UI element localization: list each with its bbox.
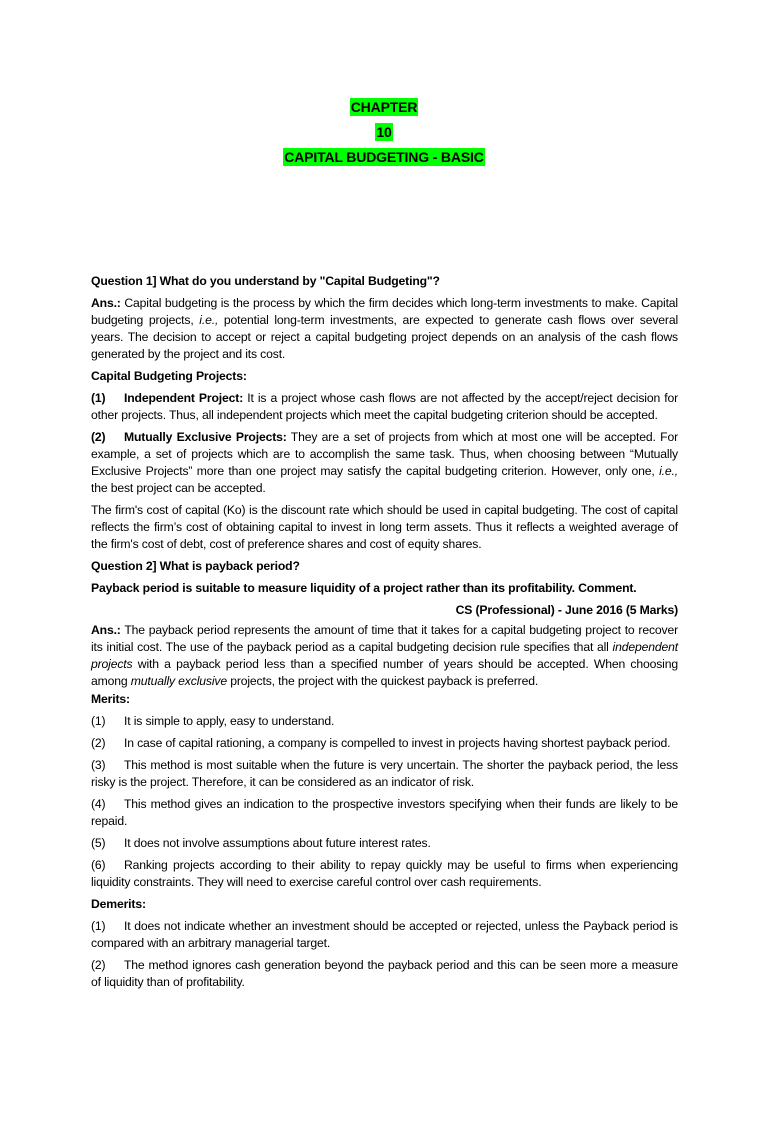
- chapter-label: CHAPTER: [350, 99, 418, 115]
- merit-item-text: This method is most suitable when the future is very uncertain. The shorter the payback period, the less risky is the project. Therefore, it can be considered as an indicator of risk.: [91, 758, 678, 789]
- merit-item-text: Ranking projects according to their ability to repay quickly may be useful to firms when experiencing liquidity constraints. They will need to exercise careful control over cash requirements.: [91, 858, 678, 889]
- question-2: Question 2] What is payback period?: [91, 559, 300, 573]
- merit-item-number: (4): [91, 797, 106, 811]
- merit-item: [91, 857, 678, 891]
- chapter-number: 10: [376, 124, 392, 140]
- merit-item-number: (6): [91, 858, 106, 872]
- merit-item: [91, 757, 678, 791]
- cost-of-capital-paragraph: The firm's cost of capital (Ko) is the discount rate which should be used in capital budgeting. The cost of capital reflects the firm’s cost of obtaining capital to invest in long term assets. Thus it reflects a weighted average of the firm's cost of debt, cost of preference shares and cost of equity shares.: [91, 503, 678, 551]
- demerit-item-text: The method ignores cash generation beyond the payback period and this can be seen more a measure of liquidity than of profitability.: [91, 958, 678, 989]
- merit-item-number: (5): [91, 836, 106, 850]
- demerits-heading: Demerits:: [91, 897, 146, 911]
- question-2-statement: Payback period is suitable to measure liquidity of a project rather than its profitability. Comment.: [91, 581, 637, 595]
- merit-item: [91, 835, 678, 852]
- exam-reference: CS (Professional) - June 2016 (5 Marks): [455, 603, 678, 617]
- demerit-item: [91, 918, 678, 952]
- answer-label: Ans.:: [91, 296, 121, 310]
- merit-item: [91, 796, 678, 830]
- merit-item: [91, 713, 678, 730]
- merit-item-text: It is simple to apply, easy to understand.: [124, 714, 335, 728]
- merits-heading: Merits:: [91, 692, 130, 706]
- answer-1: Ans.: Capital budgeting is the process by which the firm decides which long-term investments to make. Capital budgeting projects, i.e., potential long-term investments, are expected to generate cash flows over several years. The decision to accept or reject a capital budgeting project depends on an analysis of the cash flows generated by the project and its cost.: [91, 296, 679, 361]
- demerit-item-text: It does not indicate whether an investment should be accepted or rejected, unless the Payback period is compared with an arbitrary managerial target.: [91, 919, 678, 950]
- merit-item-text: This method gives an indication to the prospective investors specifying when their funds are likely to be repaid.: [91, 797, 678, 828]
- merits-list: [91, 713, 678, 891]
- projects-heading: Capital Budgeting Projects:: [91, 369, 247, 383]
- merit-item: [91, 735, 678, 752]
- chapter-header: [0, 97, 768, 167]
- answer-2: Ans.: The payback period represents the amount of time that it takes for a capital budgeting project to recover its initial cost. The use of the payback period as a capital budgeting decision rule specifies that all independent projects with a payback period less than a specified number of years should be accepted. When choosing among mutually exclusive projects, the project with the quickest payback is preferred.: [91, 623, 678, 688]
- chapter-title: CAPITAL BUDGETING - BASIC: [284, 149, 484, 165]
- independent-project-item: (1) Independent Project: It is a project whose cash flows are not affected by the accept/reject decision for other projects. Thus, all independent projects which meet the capital budgeting criterion should be accepted.: [91, 391, 678, 422]
- document-page: [0, 97, 768, 1121]
- merit-item-number: (1): [91, 714, 106, 728]
- document-body: [91, 273, 678, 996]
- merit-item-text: It does not involve assumptions about future interest rates.: [124, 836, 431, 850]
- mutually-exclusive-item: (2) Mutually Exclusive Projects: They are a set of projects from which at most one will be accepted. For example, a set of projects which are to accomplish the same task. Thus, when choosing between “Mutually Exclusive Projects” more than one project may satisfy the capital budgeting criterion. However, only one, i.e., the best project can be accepted.: [91, 430, 678, 495]
- demerit-item: [91, 957, 678, 991]
- question-1: Question 1] What do you understand by "Capital Budgeting"?: [91, 274, 440, 288]
- demerit-item-number: (2): [91, 958, 106, 972]
- merit-item-text: In case of capital rationing, a company is compelled to invest in projects having shortest payback period.: [124, 736, 671, 750]
- demerit-item-number: (1): [91, 919, 106, 933]
- merit-item-number: (3): [91, 758, 106, 772]
- merit-item-number: (2): [91, 736, 106, 750]
- demerits-list: [91, 918, 678, 991]
